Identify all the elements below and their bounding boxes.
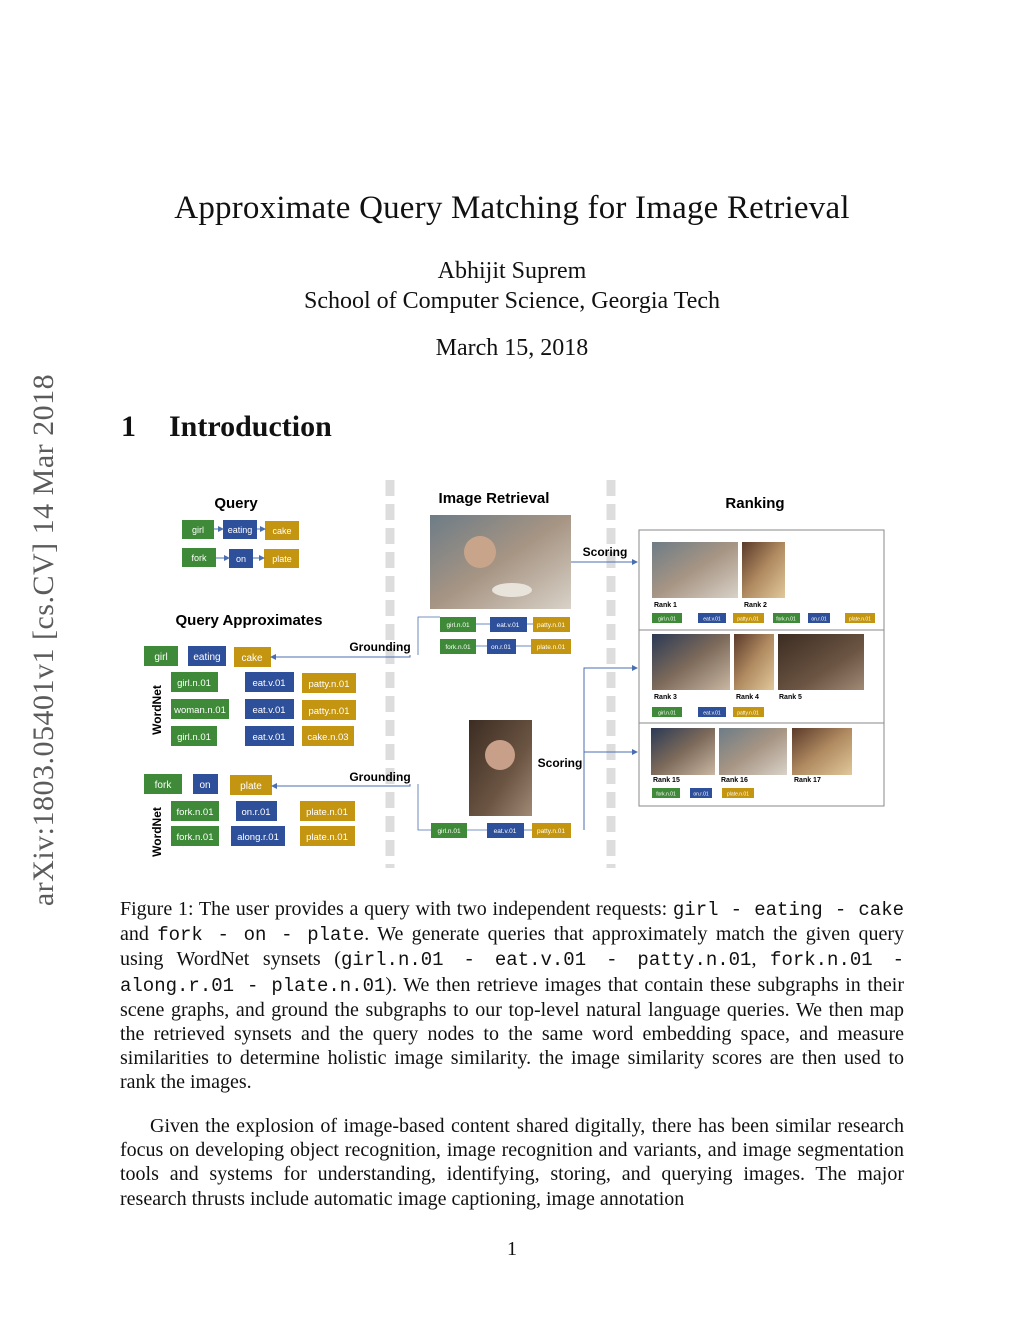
synset-node: girl.n.01 <box>437 828 461 835</box>
rank-image-1 <box>652 542 738 598</box>
query-node: cake <box>272 526 292 536</box>
rank-label: Rank 17 <box>794 777 821 784</box>
synset-node: fork.n.01 <box>656 791 676 798</box>
rank-label: Rank 1 <box>654 602 677 609</box>
body-paragraph: Given the explosion of image-based content shared digitally, there has been similar research focus on developing object recognition, image recognition and variants, and image segmentation tools and systems for understanding, identifying, storing, and querying images. The major research thrusts include automatic image captioning, image annotation <box>120 1115 904 1210</box>
paper-date: March 15, 2018 <box>435 335 589 361</box>
caption-query-2: fork - on - plate <box>157 924 365 947</box>
grounding-label: Grounding <box>349 770 411 784</box>
synset-node: eat.v.01 <box>493 828 517 835</box>
query-approximates-header: Query Approximates <box>175 612 323 629</box>
approx-node: eating <box>193 652 221 663</box>
synset-node: fork.n.01 <box>445 644 471 651</box>
synset-node: woman.n.01 <box>174 705 226 716</box>
synset-node: patty.n.01 <box>308 679 350 690</box>
rank-label: Rank 3 <box>654 694 677 701</box>
rank-image-16 <box>719 728 787 775</box>
wordnet-2-rows <box>171 801 355 846</box>
synset-node: plate.n.01 <box>306 832 348 843</box>
caption-text: and <box>120 923 158 946</box>
synset-node: girl.n.01 <box>446 622 470 629</box>
synset-node: plate.n.01 <box>536 644 566 651</box>
synset-node: eat.v.01 <box>252 678 286 689</box>
rank-image-15 <box>651 728 715 775</box>
arxiv-identifier: arXiv:1803.05401v1 [cs.CV] 14 Mar 2018 <box>27 373 60 907</box>
synset-node: along.r.01 <box>237 832 279 843</box>
section-title: Introduction <box>169 410 332 443</box>
synset-node: fork.n.01 <box>176 832 214 843</box>
query-2-nodes <box>182 548 299 568</box>
rank-label: Rank 15 <box>653 777 680 784</box>
synset-node: patty.n.01 <box>737 710 759 717</box>
section-heading <box>121 410 332 444</box>
caption-text: ). We then retrieve images that contain these subgraphs in their scene graphs, and ground the subgraphs to our top-level natural language queries. We then map the retrieved synsets and the query nodes to the same word embedding space, and measure similarities to determine holistic image similarity. the image similarity scores are then used to rank the images. <box>120 973 904 1094</box>
rank-image-17 <box>792 728 852 775</box>
query-node: girl <box>191 525 205 535</box>
rank-label: Rank 16 <box>721 777 748 784</box>
approx-2-nodes <box>144 774 272 795</box>
query-node: fork <box>191 553 207 563</box>
caption-synset-2: fork.n.01 - along.r.01 - plate.n.01 <box>120 949 905 997</box>
image-retrieval-header: Image Retrieval <box>438 490 550 507</box>
approx-1-nodes <box>144 646 271 667</box>
wordnet-1-rows <box>171 672 356 746</box>
synset-node: on.r.01 <box>241 807 271 818</box>
query-1-nodes <box>182 520 299 540</box>
rank-image-4 <box>734 634 774 690</box>
scoring-label: Scoring <box>582 545 628 559</box>
synset-node: patty.n.01 <box>536 622 566 629</box>
synset-node: patty.n.01 <box>737 616 759 623</box>
query-header: Query <box>214 495 258 512</box>
synset-node: girl.n.01 <box>658 710 676 717</box>
synset-node: on.r.01 <box>811 616 827 623</box>
rank-image-3 <box>652 634 730 690</box>
section-number: 1 <box>121 410 136 443</box>
caption-synset-1: girl.n.01 - eat.v.01 - patty.n.01 <box>340 949 752 972</box>
page-number: 1 <box>507 1238 517 1260</box>
caption-text: . We generate queries that approximately match the given query using WordNet synsets ( <box>120 923 904 971</box>
synset-node: on.r.01 <box>693 791 709 798</box>
rank-label: Rank 2 <box>744 602 767 609</box>
author-affiliation: School of Computer Science, Georgia Tech <box>304 288 720 314</box>
query-node: on <box>235 554 247 564</box>
synset-node: cake.n.03 <box>307 732 349 743</box>
synset-node: patty.n.01 <box>308 706 350 717</box>
synset-node: fork.n.01 <box>176 807 214 818</box>
rank-label: Rank 4 <box>736 694 759 701</box>
synset-node: plate.n.01 <box>727 791 749 798</box>
synset-node: eat.v.01 <box>703 616 721 623</box>
synset-node: patty.n.01 <box>536 828 566 835</box>
paper-title: Approximate Query Matching for Image Retrieval <box>174 190 850 226</box>
approx-node: on <box>199 780 211 791</box>
caption-query-1: girl - eating - cake <box>672 899 904 921</box>
grounding-label: Grounding <box>349 640 411 654</box>
figure-caption <box>120 897 904 1095</box>
rank-label: Rank 5 <box>779 694 802 701</box>
query-node: plate <box>272 554 292 564</box>
query-node: eating <box>227 525 253 535</box>
synset-node: plate.n.01 <box>306 807 348 818</box>
approx-node: fork <box>154 780 172 791</box>
approx-node: girl <box>154 652 168 663</box>
wordnet-label: WordNet <box>150 807 164 857</box>
synset-node: eat.v.01 <box>703 710 721 717</box>
approx-node: cake <box>241 653 263 664</box>
synset-node: eat.v.01 <box>496 622 520 629</box>
synset-node: girl.n.01 <box>658 616 676 623</box>
synset-node: eat.v.01 <box>252 732 286 743</box>
ranking-header: Ranking <box>725 495 785 512</box>
figure-1 <box>0 470 1024 880</box>
approx-node: plate <box>240 781 262 792</box>
synset-node: eat.v.01 <box>252 705 286 716</box>
author-name: Abhijit Suprem <box>437 258 587 284</box>
rank-image-2 <box>742 542 785 598</box>
synset-node: girl.n.01 <box>177 732 211 743</box>
synset-node: plate.n.01 <box>849 616 871 623</box>
caption-text: Figure 1: The user provides a query with two independent requests: <box>120 898 673 920</box>
rank-row-2-tags <box>652 707 764 717</box>
synset-node: fork.n.01 <box>776 616 796 623</box>
synset-node: on.r.01 <box>491 644 511 651</box>
caption-text: , <box>751 948 771 971</box>
rank-image-5 <box>778 634 864 690</box>
synset-node: girl.n.01 <box>177 678 211 689</box>
rank-row-3-tags <box>652 788 754 798</box>
scoring-label: Scoring <box>537 756 583 770</box>
wordnet-label: WordNet <box>150 685 164 735</box>
